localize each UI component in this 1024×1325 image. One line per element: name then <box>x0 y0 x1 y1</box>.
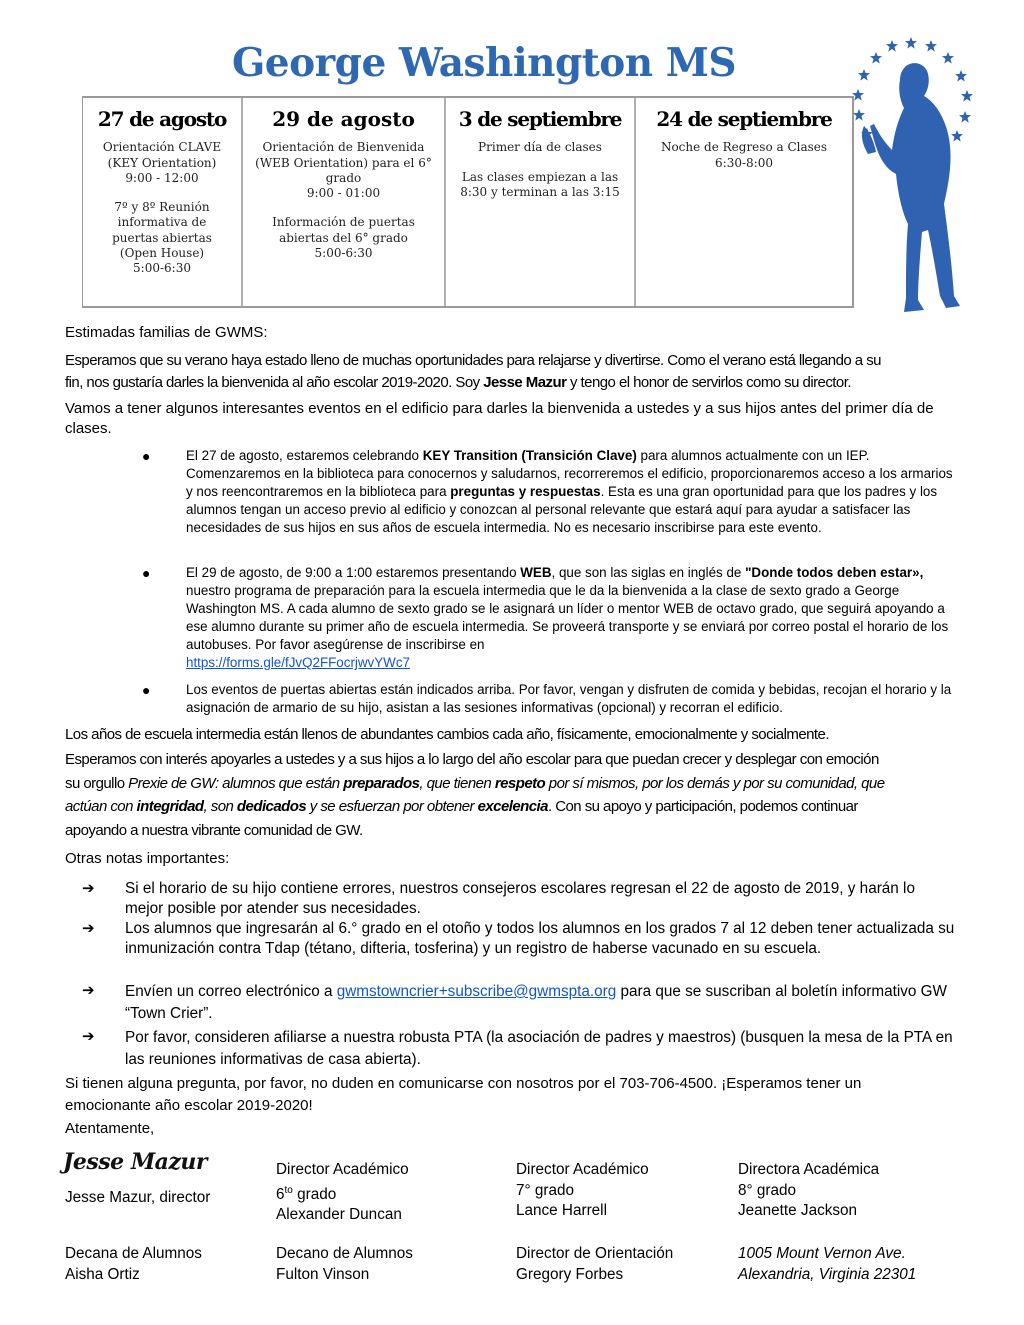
address-line: Alexandria, Virginia 22301 <box>738 1265 917 1283</box>
event-line: (WEB Orientation) para el 6° <box>255 155 432 170</box>
event-line: (KEY Orientation) <box>107 155 217 170</box>
text: preguntas y respuestas <box>450 484 601 499</box>
text: y se esfuerzan por obtener <box>306 798 478 815</box>
intro-paragraph <box>65 350 955 393</box>
events-paragraph: Vamos a tener algunos interesantes eventos en el edificio para darles la bienvenida a ustedes y a sus hijos antes del primer día de clases. <box>65 400 934 437</box>
staff-title: Decana de Alumnos <box>65 1245 202 1262</box>
text: grado <box>292 1185 337 1203</box>
text: to <box>284 1184 293 1196</box>
text: Envíen un correo electrónico a <box>125 983 337 1000</box>
text: para alumnos actualmente con un IEP. Comenzaremos en la biblioteca para conocernos y saludarnos, recorreremos el edificio, proporcionaremos acceso a los armarios y nos reencontraremos en la biblioteca para <box>186 448 953 499</box>
arrow-icon: ➔ <box>82 1028 95 1045</box>
text: : alumnos que están <box>214 774 344 792</box>
staff-name: Lance Harrell <box>516 1202 607 1219</box>
staff-title: Director de Orientación <box>516 1245 674 1262</box>
event-cell-sep24 <box>636 98 852 306</box>
event-line: 6:30-8:00 <box>715 155 773 170</box>
dean-ortiz-block <box>65 1244 202 1285</box>
text: y tengo el honor de servirlos como su director. <box>566 373 851 391</box>
bullet-icon: ● <box>142 565 151 581</box>
event-line: abiertas del 6° grado <box>279 230 408 245</box>
text: nuestro programa de preparación para la escuela intermedia que le da la bienvenida a la clase de sexto grado a George Washington MS. A cada alumno de sexto grado se le asignará un líder o mentor WEB de octavo grado, que seguirá apoyando a ese alumno durante su primer año de escuela intermedia. Se proveerá transporte y se enviará por correo postal el horario de los autobuses. Por favor asegúrense de inscribirse en <box>186 583 949 652</box>
staff-title: Directora Académica <box>738 1161 880 1178</box>
event-line: Las clases empiezan a las <box>461 169 619 184</box>
director-6-block <box>276 1160 409 1226</box>
text: . Esta es una gran oportunidad para que los padres y los alumnos tengan un acceso previo al edificio y conozcan al personal relevante que estará aquí para ayudar a satisfacer las necesidades de sus hijos en sus años de escuela intermedia. No es necesario inscribirse para este evento. <box>186 484 938 535</box>
school-logo-icon <box>848 34 988 319</box>
event-line: informativa de <box>117 215 207 230</box>
text: . Con su apoyo y participación, podemos continuar <box>547 798 858 815</box>
event-cell-sep3 <box>446 98 636 306</box>
bullet-icon: ● <box>142 682 151 698</box>
staff-name: Gregory Forbes <box>516 1265 624 1283</box>
note-pta: Por favor, consideren afiliarse a nuestra robusta PTA (la asociación de padres y maestros) (busquen la mesa de la PTA en las reuniones informativas de casa abierta). <box>125 1029 953 1068</box>
event-line: grado <box>325 170 362 185</box>
text: Esperamos con interés apoyarles a ustedes y a sus hijos a lo largo del año escolar para que puedan crecer y desplegar con emoción <box>65 751 879 768</box>
staff-name: Fulton Vinson <box>276 1265 370 1283</box>
staff-name: Aisha Ortiz <box>65 1265 140 1283</box>
text: por sí mismos, por los demás y por su comunidad, que <box>545 774 885 792</box>
event-line: Orientación CLAVE <box>102 140 222 155</box>
school-address <box>738 1244 916 1285</box>
arrow-icon: ➔ <box>82 982 95 999</box>
note-immunization: Los alumnos que ingresarán al 6.° grado en el otoño y todos los alumnos en los grados 7 al 12 deben tener actualizada su inmunización contra Tdap (tétano, difteria, tosferina) y un registro de haberse vacunado en su escuela. <box>125 920 955 957</box>
event-cell-aug27 <box>83 98 243 306</box>
arrow-icon: ➔ <box>82 920 95 937</box>
dean-vinson-block <box>276 1244 413 1285</box>
note-newsletter <box>125 981 957 1025</box>
note-schedule: Si el horario de su hijo contiene errores, nuestros consejeros escolares regresan el 22 de agosto de 2019, y harán lo mejor posible por atender sus necesidades. <box>125 880 915 917</box>
middle-school-paragraph: Los años de escuela intermedia están llenos de abundantes cambios cada año, físicamente, emocionalmente y socialmente. <box>65 726 829 743</box>
event-cell-aug29 <box>243 98 446 306</box>
staff-name: Alexander Duncan <box>276 1206 402 1224</box>
text: Prexie de GW <box>128 774 215 792</box>
event-line: Orientación de Bienvenida <box>262 140 425 155</box>
staff-name: Jeanette Jackson <box>738 1202 858 1219</box>
event-date: 24 de septiembre <box>656 107 832 131</box>
event-line: Información de puertas <box>272 215 415 230</box>
event-line: 5:00-6:30 <box>314 246 373 261</box>
greeting: Estimadas familias de GWMS: <box>65 324 268 341</box>
bullet-open-house: Los eventos de puertas abiertas están indicados arriba. Por favor, vengan y disfruten de comida y bebidas, recojan el horario y la asignación de armario de su hijo, asistan a las sesiones informativas (opcional) y recorran el edificio. <box>186 682 952 715</box>
text: excelencia <box>477 798 548 815</box>
bullet-icon: ● <box>142 448 151 464</box>
event-line: 7º y 8º Reunión <box>114 200 210 215</box>
text: , que tienen <box>419 774 495 792</box>
text: respeto <box>494 774 546 792</box>
text: El 29 de agosto, de 9:00 a 1:00 estaremos presentando <box>186 565 521 580</box>
event-date: 27 de agosto <box>97 107 227 131</box>
signoff: Atentamente, <box>65 1120 155 1137</box>
notes-title: Otras notas importantes: <box>65 850 230 867</box>
text: KEY Transition (Transición Clave) <box>422 448 637 463</box>
bullet-key-transition <box>186 447 956 537</box>
text: para que se suscriban al boletín informativo GW “Town Crier”. <box>125 983 947 1022</box>
event-line: Noche de Regreso a Clases <box>660 140 828 155</box>
staff-grade <box>276 1181 409 1206</box>
text: 6 <box>276 1185 285 1203</box>
principal-name: Jesse Mazur <box>483 373 567 391</box>
text: preparados <box>343 774 420 792</box>
staff-title: Director Académico <box>516 1161 649 1178</box>
text: actúan con <box>65 798 137 815</box>
text: integridad <box>136 798 204 815</box>
text: su orgullo <box>65 774 129 792</box>
signature: Jesse Mazur <box>63 1149 208 1175</box>
event-line: 8:30 y terminan a las 3:15 <box>460 184 620 199</box>
prexie-paragraph <box>65 748 955 842</box>
page-title: George Washington MS <box>232 40 737 86</box>
text: apoyando a nuestra vibrante comunidad de GW. <box>65 821 363 839</box>
events-table <box>82 98 854 308</box>
event-date: 3 de septiembre <box>458 107 622 131</box>
closing-paragraph: Si tienen alguna pregunta, por favor, no duden en comunicarse con nosotros por el 703-706-4500. ¡Esperamos tener un emocionante año escolar 2019-2020! <box>65 1075 862 1114</box>
staff-grade: 7° grado <box>516 1181 574 1199</box>
bullet-web <box>186 564 956 672</box>
text: , son <box>203 798 237 815</box>
event-line: Primer día de clases <box>478 140 602 155</box>
text: Esperamos que su verano haya estado lleno de muchas oportunidades para relajarse y divertirse. Como el verano está llegando a su <box>65 352 881 369</box>
forms-link[interactable]: https://forms.gle/fJvQ2FFocrjwvYWc7 <box>186 655 410 670</box>
staff-title: Director Académico <box>276 1161 409 1178</box>
event-line: 9:00 - 12:00 <box>125 170 199 185</box>
director-8-block <box>738 1160 879 1222</box>
staff-title: Decano de Alumnos <box>276 1245 413 1262</box>
arrow-icon: ➔ <box>82 880 95 897</box>
event-date: 29 de agosto <box>272 107 415 131</box>
text: El 27 de agosto, estaremos celebrando <box>186 448 423 463</box>
event-line: 5:00-6:30 <box>133 261 191 276</box>
director-7-block <box>516 1160 649 1222</box>
event-line: 9:00 - 01:00 <box>306 186 381 201</box>
principal-title: Jesse Mazur, director <box>65 1189 211 1206</box>
text: , que son las siglas en inglés de <box>551 565 746 580</box>
text: fin, nos gustaría darles la bienvenida al año escolar 2019-2020. Soy <box>65 373 484 391</box>
staff-grade: 8° grado <box>738 1181 796 1199</box>
newsletter-email-link[interactable]: gwmstowncrier+subscribe@gwmspta.org <box>336 983 617 1000</box>
event-line: (Open House) <box>119 246 205 261</box>
text: "Donde todos deben estar», <box>745 565 924 580</box>
text: WEB <box>520 565 552 580</box>
address-line: 1005 Mount Vernon Ave. <box>738 1245 906 1262</box>
event-line: puertas abiertas <box>112 230 212 245</box>
orientation-director-block <box>516 1244 673 1285</box>
text: dedicados <box>236 798 307 815</box>
